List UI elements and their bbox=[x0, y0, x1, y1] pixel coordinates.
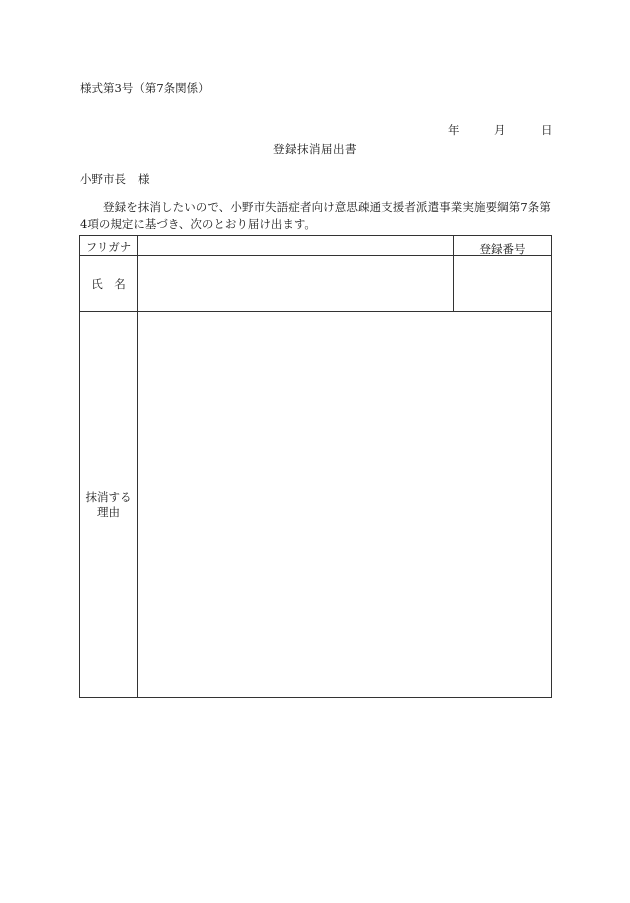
addressee-name: 小野市長 bbox=[80, 172, 126, 186]
name-field[interactable] bbox=[138, 256, 453, 311]
reason-field[interactable] bbox=[138, 312, 551, 697]
reason-label bbox=[80, 490, 137, 520]
reason-label-line-1: 抹消する bbox=[85, 490, 132, 504]
date-day-label: 日 bbox=[541, 123, 553, 137]
reason-label-line-2: 理由 bbox=[97, 505, 120, 519]
document-title: 登録抹消届出書 bbox=[273, 142, 357, 156]
furigana-field[interactable] bbox=[138, 236, 453, 255]
form-table bbox=[79, 235, 552, 698]
form-number: 様式第3号（第7条関係） bbox=[80, 81, 210, 95]
date-year-label: 年 bbox=[448, 123, 460, 137]
body-text-line-1: 登録を抹消したいので、小野市失語症者向け意思疎通支援者派遣事業実施要綱第7条第 bbox=[103, 200, 551, 214]
addressee-honorific: 様 bbox=[138, 172, 150, 186]
addressee bbox=[80, 171, 150, 187]
furigana-label: フリガナ bbox=[85, 240, 132, 254]
date-month-label: 月 bbox=[494, 123, 506, 137]
body-text-line-2: 4項の規定に基づき、次のとおり届け出ます。 bbox=[80, 217, 316, 231]
registration-number-field[interactable] bbox=[454, 256, 551, 311]
registration-number-label: 登録番号 bbox=[479, 242, 526, 256]
name-label: 氏 名 bbox=[91, 277, 126, 291]
